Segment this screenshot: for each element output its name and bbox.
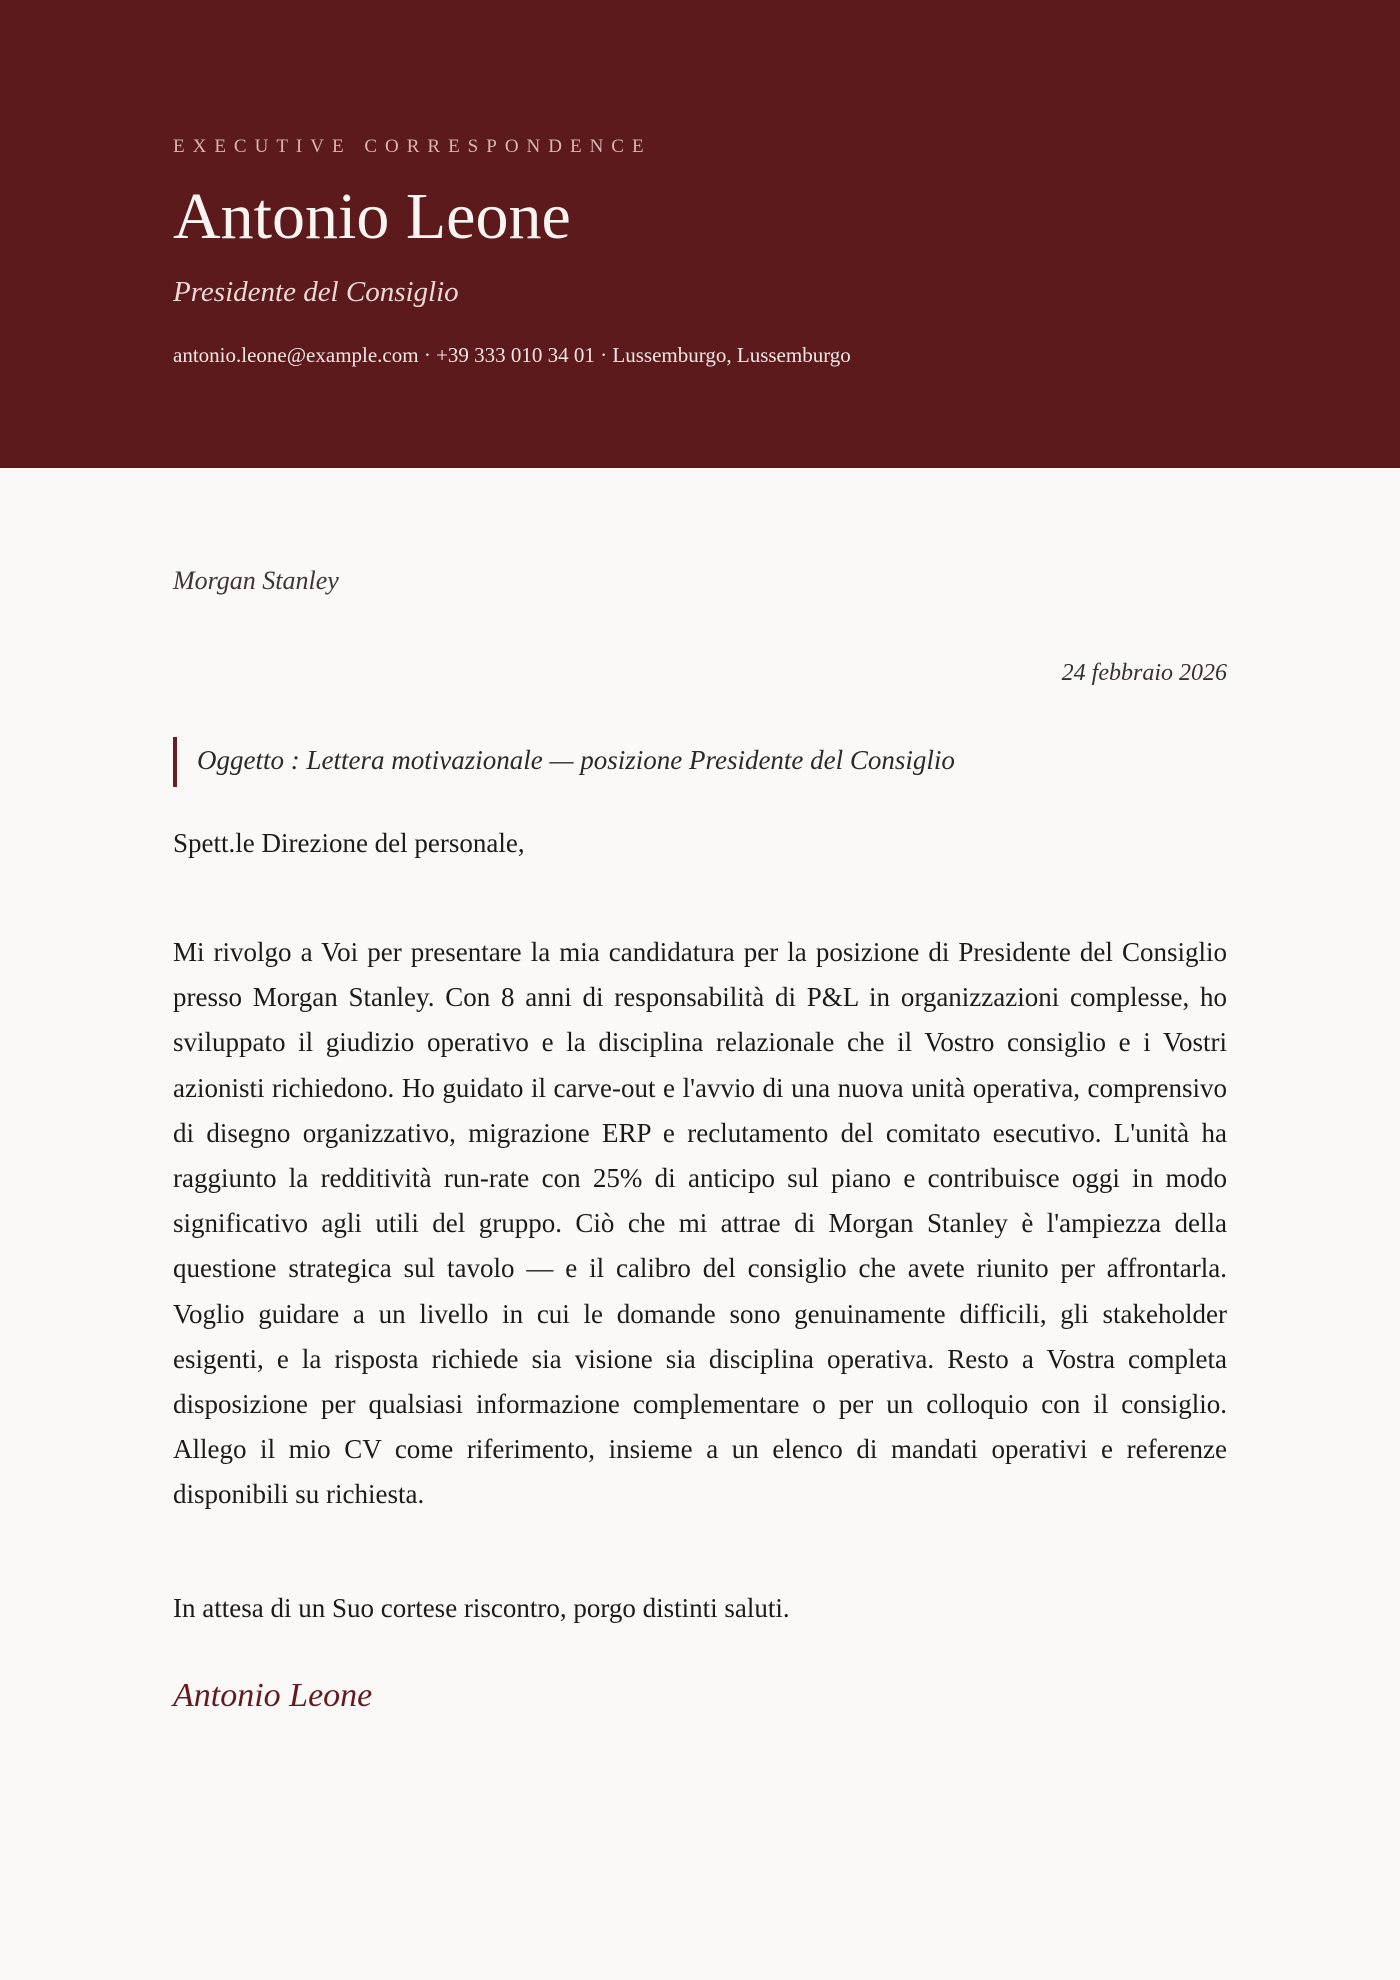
sender-contact-line: antonio.leone@example.com · +39 333 010 34 01 · Lussemburgo, Lussemburgo: [173, 343, 851, 367]
letter-body: Mi rivolgo a Voi per presentare la mia candidatura per la posizione di Presidente del Consiglio presso Morgan Stanley. Con 8 anni di responsabilità di P&L in organizzazioni complesse, ho sviluppato il giudizio operativo e la disciplina relazionale che il Vostro consiglio e i Vostri azionisti richiedono. Ho guidato il carve-out e l'avvio di una nuova unità operativa, comprensivo di disegno organizzativo, migrazione ERP e reclutamento del comitato esecutivo. L'unità ha raggiunto la redditività run-rate con 25% di anticipo sul piano e contribuisce oggi in modo significativo agli utili del gruppo. Ciò che mi attrae di Morgan Stanley è l'ampiezza della questione strategica sul tavolo — e il calibro del consiglio che avete riunito per affrontarla. Voglio guidare a un livello in cui le domande sono genuinamente difficili, gli stakeholder esigenti, e la risposta richiede sia visione sia disciplina operativa. Resto a Vostra completa disposizione per qualsiasi informazione complementare o per un colloquio con il consiglio. Allego il mio CV come riferimento, insieme a un elenco di mandati operativi e referenze disponibili su richiesta.: [173, 937, 1227, 1510]
recipient-company: Morgan Stanley: [173, 566, 339, 595]
letterhead-header: [0, 0, 1400, 468]
letter-date: 24 febbraio 2026: [1061, 660, 1227, 686]
sender-name: Antonio Leone: [173, 180, 571, 253]
letter-closing: In attesa di un Suo cortese riscontro, porgo distinti saluti.: [173, 1593, 790, 1623]
sender-role: Presidente del Consiglio: [173, 276, 459, 308]
letter-subject: Oggetto : Lettera motivazionale — posizione Presidente del Consiglio: [173, 737, 955, 787]
letter-salutation: Spett.le Direzione del personale,: [173, 828, 525, 858]
header-eyebrow: EXECUTIVE CORRESPONDENCE: [173, 136, 652, 157]
signature: Antonio Leone: [173, 1677, 373, 1714]
